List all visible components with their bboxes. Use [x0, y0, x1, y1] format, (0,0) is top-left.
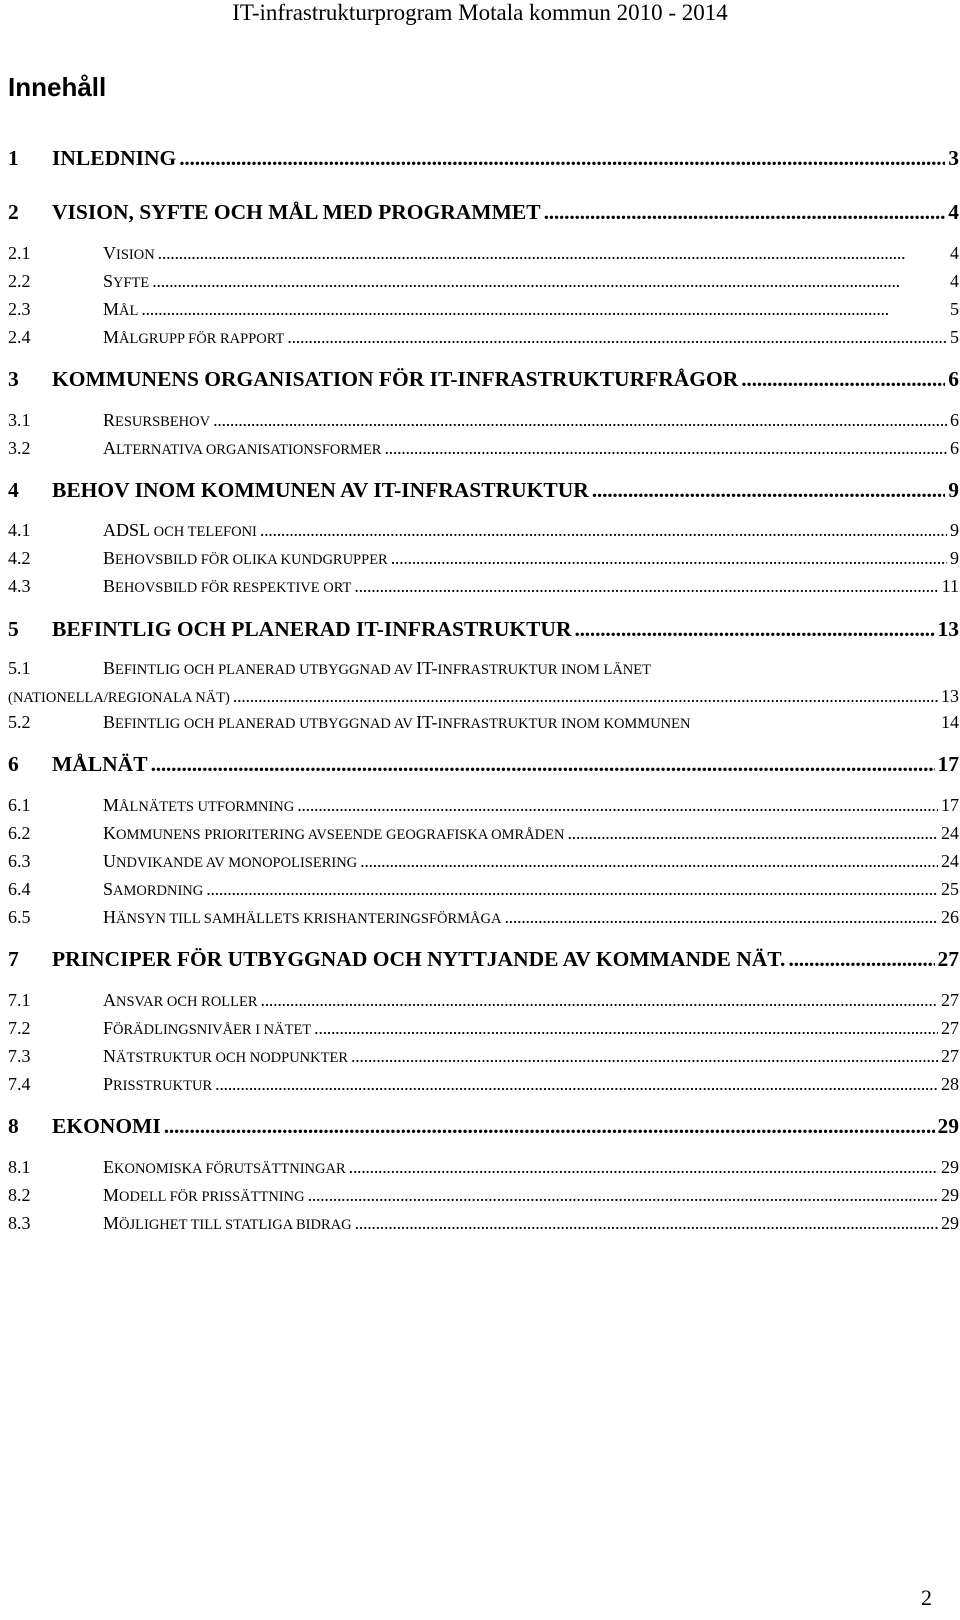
toc-entry[interactable] [8, 851, 959, 877]
toc-entry-title-caps: P [103, 1074, 114, 1094]
toc-entry-title-caps: IT- [416, 712, 438, 732]
toc-entry-title-caps: BEFINTLIG OCH PLANERAD IT-INFRASTRUKTUR [52, 617, 572, 641]
toc-entry-number: 4.1 [8, 520, 31, 540]
toc-entry-title-caps: B [103, 658, 116, 678]
toc-entry-title-smallcaps: YFTE [113, 275, 150, 291]
toc-entry-title-caps: EKONOMI [52, 1114, 161, 1138]
toc-entry-title-smallcaps: EFINTLIG OCH PLANERAD UTBYGGNAD AV [115, 662, 417, 678]
dot-leader [260, 520, 947, 541]
toc-entry-page: 14 [941, 712, 959, 732]
toc-entry[interactable] [8, 367, 959, 393]
toc-entry-number: 6.1 [8, 795, 31, 815]
toc-entry-title [103, 1185, 305, 1206]
toc-entry-page: 9 [950, 520, 959, 540]
toc-entry-number: 5.2 [8, 712, 31, 732]
toc-entry-page: 25 [941, 879, 959, 899]
toc-entry-page: 29 [941, 1157, 959, 1177]
dot-leader [741, 367, 945, 392]
dot-leader [287, 327, 947, 348]
toc-entry-title [52, 752, 148, 777]
toc-entry-page: 3 [948, 146, 959, 170]
toc-entry-title-smallcaps: ÅLNÄTETS UTFORMNING [119, 799, 295, 815]
dot-leader [544, 200, 946, 225]
dot-leader [308, 1185, 938, 1206]
toc-entry-title-smallcaps: EHOVSBILD FÖR OLIKA KUNDGRUPPER [115, 552, 388, 568]
toc-entry-title [103, 576, 351, 597]
toc-entry-number: 6.3 [8, 851, 31, 871]
toc-entry[interactable] [8, 327, 959, 353]
toc-entry-title-smallcaps: LTERNATIVA ORGANISATIONSFORMER [116, 442, 382, 458]
toc-entry-title [103, 327, 284, 348]
toc-entry-title-smallcaps: INFRASTRUKTUR INOM LÄNET [437, 662, 651, 678]
running-header: IT-infrastrukturprogram Motala kommun 2010 - 2014 [232, 0, 728, 25]
dot-leader [261, 990, 938, 1011]
toc-entry-title-caps: M [103, 327, 120, 347]
toc-entry-number: 4.3 [8, 576, 31, 596]
toc-entry-title-caps: B [103, 576, 116, 596]
toc-entry-title-caps: BEHOV INOM KOMMUNEN AV IT-INFRASTRUKTUR [52, 478, 589, 502]
toc-entry-title-smallcaps: (NATIONELLA/REGIONALA NÄT) [8, 690, 230, 706]
toc-entry-page: 27 [941, 1018, 959, 1038]
dot-leader [215, 1074, 938, 1095]
toc-entry[interactable] [8, 548, 959, 574]
toc-entry-title-smallcaps: ÖJLIGHET TILL STATLIGA BIDRAG [119, 1217, 352, 1233]
dot-leader [360, 851, 938, 872]
toc-entry-title [103, 243, 155, 264]
dot-leader [233, 686, 938, 707]
toc-entry-title-smallcaps: ISION [116, 247, 155, 263]
dot-leader [297, 795, 938, 816]
toc-entry-title-caps: VISION, SYFTE OCH MÅL MED PROGRAMMET [52, 200, 541, 224]
toc-entry-title-smallcaps: ÅLGRUPP FÖR RAPPORT [119, 331, 285, 347]
toc-entry-page: 4 [950, 271, 959, 291]
toc-entry[interactable] [8, 576, 959, 602]
toc-entry[interactable] [8, 1114, 959, 1140]
toc-entry-title-smallcaps: RISSTRUKTUR [113, 1078, 213, 1094]
toc-entry-title [103, 823, 564, 844]
toc-entry-page: 27 [941, 990, 959, 1010]
toc-entry-title [52, 478, 589, 503]
toc-entry-page: 9 [948, 478, 959, 502]
toc-entry-number: 6.2 [8, 823, 31, 843]
dot-leader [354, 576, 938, 597]
toc-entry-title-caps: B [103, 548, 116, 568]
toc-entry[interactable] [8, 1046, 959, 1072]
toc-entry[interactable] [8, 907, 959, 933]
toc-entry-number: 1 [8, 146, 19, 170]
toc-entry[interactable] [8, 438, 959, 464]
toc-entry-page: 6 [950, 410, 959, 430]
toc-entry-page: 5 [950, 327, 959, 347]
toc-entry-title-caps: ADSL [103, 520, 151, 540]
toc-entry-title-smallcaps: ÄNSYN TILL SAMHÄLLETS KRISHANTERINGSFÖRMÅGA [116, 911, 502, 927]
toc-entry[interactable] [8, 271, 959, 297]
toc-entry-title-smallcaps: ODELL FÖR PRISSÄTTNING [119, 1189, 305, 1205]
toc-entry[interactable] [8, 879, 959, 905]
toc-entry-number: 7.1 [8, 990, 31, 1010]
toc-entry-title-caps: N [103, 1046, 116, 1066]
toc-entry-number: 2.2 [8, 271, 31, 291]
toc-entry-title-caps: A [103, 438, 116, 458]
dot-leader [355, 1213, 938, 1234]
toc-entry-title-caps: E [103, 1157, 114, 1177]
toc-entry-title-caps: PRINCIPER FÖR UTBYGGNAD OCH NYTTJANDE AV KOMMANDE NÄT. [52, 947, 786, 971]
toc-heading: Innehåll [8, 72, 107, 102]
toc-entry-number: 8 [8, 1114, 19, 1138]
dot-leader [788, 947, 934, 972]
toc-entry[interactable] [8, 617, 959, 643]
toc-entry[interactable] [8, 823, 959, 849]
dot-leader [152, 271, 947, 292]
toc-entry-page: 17 [941, 795, 959, 815]
toc-entry-number: 3 [8, 367, 19, 391]
toc-entry-page: 13 [941, 686, 959, 706]
toc-entry[interactable] [8, 478, 959, 504]
toc-entry-title-caps: S [103, 879, 114, 899]
toc-entry-title-smallcaps: KONOMISKA FÖRUTSÄTTNINGAR [114, 1161, 346, 1177]
toc-entry-number: 2.1 [8, 243, 31, 263]
toc-entry-title-smallcaps: ÅL [119, 303, 139, 319]
toc-entry-title-smallcaps: OMMUNENS PRIORITERING AVSEENDE GEOGRAFISKA OMRÅDEN [116, 827, 565, 843]
toc-entry-title [103, 1157, 346, 1178]
toc-entry-number: 8.2 [8, 1185, 31, 1205]
dot-leader [592, 478, 945, 503]
toc-entry-number: 7.4 [8, 1074, 31, 1094]
toc-entry[interactable] [8, 1074, 959, 1100]
toc-entry-title-caps: M [103, 299, 120, 319]
dot-leader [206, 879, 938, 900]
toc-entry-number: 7.2 [8, 1018, 31, 1038]
toc-entry-title-caps: H [103, 907, 116, 927]
toc-entry-page: 24 [941, 823, 959, 843]
toc-entry[interactable] [8, 658, 959, 684]
toc-entry-title [52, 1114, 161, 1139]
toc-entry-number: 6 [8, 752, 19, 776]
toc-entry-title-caps: F [103, 1018, 114, 1038]
toc-entry-number: 8.1 [8, 1157, 31, 1177]
toc-entry-page: 9 [950, 548, 959, 568]
toc-entry-title-caps: INLEDNING [52, 146, 177, 170]
toc-entry-title [52, 617, 571, 642]
toc-entry-title [103, 520, 257, 541]
dot-leader [164, 1114, 935, 1139]
toc-entry-number: 2.3 [8, 299, 31, 319]
toc-entry-number: 4 [8, 478, 19, 502]
toc-entry-title [52, 200, 541, 225]
toc-entry-title-smallcaps: INFRASTRUKTUR INOM KOMMUNEN [437, 716, 691, 732]
toc-entry[interactable] [8, 243, 959, 269]
toc-entry[interactable] [8, 1213, 959, 1239]
dot-leader [384, 438, 947, 459]
toc-entry-number: 7 [8, 947, 19, 971]
toc-entry-page: 29 [941, 1185, 959, 1205]
toc-entry-number: 3.2 [8, 438, 31, 458]
toc-entry-title-caps: R [103, 410, 116, 430]
toc-entry-title [103, 410, 210, 431]
toc-entry-page: 17 [937, 752, 959, 776]
toc-entry-title-caps: A [103, 990, 116, 1010]
toc-entry-title [103, 548, 388, 569]
toc-entry[interactable] [8, 712, 959, 738]
toc-entry-title-caps: M [103, 1185, 120, 1205]
toc-entry-title-smallcaps: AMORDNING [113, 883, 204, 899]
toc-entry-title [52, 947, 785, 972]
toc-entry-title [103, 1074, 212, 1095]
toc-entry-title [103, 879, 203, 900]
toc-entry-title-smallcaps: NSVAR OCH ROLLER [116, 994, 258, 1010]
dot-leader [179, 146, 945, 171]
toc-entry-title-smallcaps: NDVIKANDE AV MONOPOLISERING [116, 855, 358, 871]
toc-entry-page: 26 [941, 907, 959, 927]
toc-entry-title [52, 146, 176, 171]
toc-entry-title [103, 271, 149, 292]
toc-entry-number: 7.3 [8, 1046, 31, 1066]
dot-leader [158, 243, 947, 264]
toc-entry-title-smallcaps: ÖRÄDLINGSNIVÅER I NÄTET [113, 1022, 312, 1038]
toc-entry-title [103, 1018, 311, 1039]
toc-entry-page: 24 [941, 851, 959, 871]
toc-entry-page: 6 [950, 438, 959, 458]
toc-entry-title [103, 658, 651, 679]
toc-entry[interactable] [8, 990, 959, 1016]
toc-entry-title-caps: S [103, 271, 114, 291]
toc-entry[interactable] [8, 520, 959, 546]
toc-entry-page: 27 [941, 1046, 959, 1066]
toc-entry-title [103, 299, 138, 320]
toc-entry-title [103, 795, 294, 816]
toc-entry-page: 29 [941, 1213, 959, 1233]
toc-entry[interactable] [8, 795, 959, 821]
dot-leader [504, 907, 938, 928]
toc-entry[interactable] [8, 1185, 959, 1211]
toc-entry-title-smallcaps: ESURSBEHOV [115, 414, 211, 430]
toc-entry-title-caps: U [103, 851, 116, 871]
toc-entry-page: 28 [941, 1074, 959, 1094]
dot-leader [574, 617, 934, 642]
toc-entry-number: 2 [8, 200, 19, 224]
dot-leader [314, 1018, 938, 1039]
toc-entry-title [103, 990, 258, 1011]
toc-entry-number: 6.5 [8, 907, 31, 927]
toc-entry[interactable] [8, 947, 959, 973]
dot-leader [213, 410, 947, 431]
toc-entry-page: 11 [941, 576, 959, 596]
toc-entry[interactable] [8, 1018, 959, 1044]
toc-entry-number: 4.2 [8, 548, 31, 568]
toc-entry-page: 13 [937, 617, 959, 641]
toc-entry-number: 3.1 [8, 410, 31, 430]
toc-entry-page: 29 [937, 1114, 959, 1138]
toc-entry-title-caps: M [103, 795, 120, 815]
toc-entry-title-smallcaps: EHOVSBILD FÖR RESPEKTIVE ORT [115, 580, 352, 596]
dot-leader [351, 1046, 938, 1067]
toc-entry-title [103, 907, 501, 928]
toc-entry-title-caps: KOMMUNENS ORGANISATION FÖR IT-INFRASTRUKTURFRÅGOR [52, 367, 739, 391]
toc-entry-title-caps: B [103, 712, 116, 732]
toc-entry-title [103, 438, 381, 459]
toc-entry-page: 6 [948, 367, 959, 391]
dot-leader [151, 752, 935, 777]
dot-leader [141, 299, 947, 320]
toc-entry-page: 4 [948, 200, 959, 224]
toc-entry[interactable] [8, 146, 959, 172]
toc-entry-title-caps: MÅLNÄT [52, 752, 148, 776]
toc-entry-title-caps: K [103, 823, 116, 843]
dot-leader [567, 823, 938, 844]
toc-entry-number: 5 [8, 617, 19, 641]
toc-entry-title-caps: V [103, 243, 116, 263]
toc-entry[interactable] [8, 410, 959, 436]
toc-entry-title [103, 1213, 352, 1234]
toc-entry-title [103, 851, 357, 872]
toc-entry-title-smallcaps: ÄTSTRUKTUR OCH NODPUNKTER [116, 1050, 349, 1066]
toc-entry-page: 5 [950, 299, 959, 319]
toc-entry-title-caps: IT- [416, 658, 438, 678]
page-number: 2 [921, 1585, 932, 1610]
toc-entry-page: 4 [950, 243, 959, 263]
toc-entry-number: 5.1 [8, 658, 31, 678]
toc-entry-number: 6.4 [8, 879, 31, 899]
toc-entry[interactable] [8, 200, 959, 226]
toc-entry-title [103, 712, 690, 733]
toc-entry[interactable] [8, 752, 959, 778]
toc-entry-number: 2.4 [8, 327, 31, 347]
toc-entry-page: 27 [937, 947, 959, 971]
dot-leader [391, 548, 947, 569]
toc-entry-title-caps: M [103, 1213, 120, 1233]
toc-entry-title [103, 1046, 348, 1067]
toc-entry-title [52, 367, 738, 392]
toc-entry-title-smallcaps: EFINTLIG OCH PLANERAD UTBYGGNAD AV [115, 716, 417, 732]
table-of-contents [8, 0, 960, 1620]
toc-entry-title-smallcaps: OCH TELEFONI [150, 524, 257, 540]
toc-entry-number: 8.3 [8, 1213, 31, 1233]
dot-leader [349, 1157, 938, 1178]
toc-entry[interactable] [8, 1157, 959, 1183]
toc-entry[interactable] [8, 299, 959, 325]
toc-entry-continuation[interactable] [8, 686, 959, 712]
